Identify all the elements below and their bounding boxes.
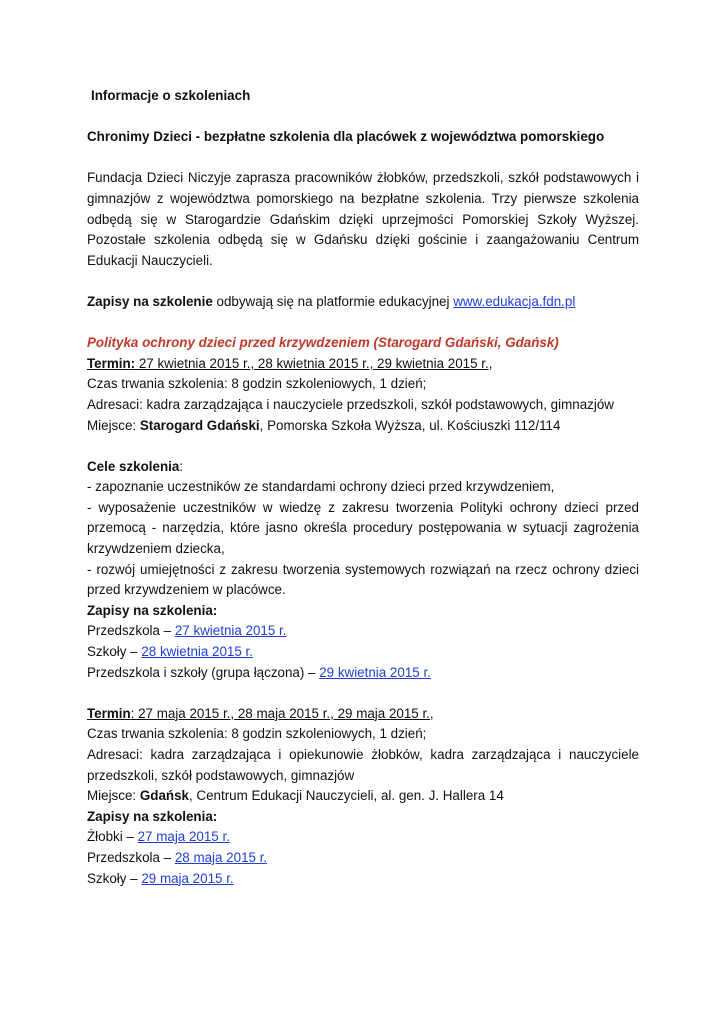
audience-line-2: Adresaci: kadra zarządzająca i opiekunowie żłobków, kadra zarządzająca i nauczyciele przedszkoli, szkół podstawowych, gimnazjów	[87, 747, 639, 783]
place-prefix-2: Miejsce:	[87, 788, 140, 804]
signup-row	[87, 848, 639, 869]
signup-row	[87, 869, 639, 890]
place-prefix-1: Miejsce:	[87, 417, 140, 433]
audience-line-1: Adresaci: kadra zarządzająca i nauczyciele przedszkoli, szkół podstawowych, gimnazjów	[87, 396, 614, 412]
intro-paragraph: Fundacja Dzieci Niczyje zaprasza pracowników żłobków, przedszkoli, szkół podstawowych i gimnazjów z województwa pomorskiego na bezpłatne szkolenia. Trzy pierwsze szkolenia odbędą się w Starogardzie Gdańskim dzięki uprzejmości Pomorskiej Szkoły Wyższej. Pozostałe szkolenia odbędą się w Gdańsku dzięki gościnie i zaangażowaniu Centrum Edukacji Nauczycieli.	[87, 170, 639, 268]
goals-colon: :	[179, 458, 184, 474]
duration-line-2: Czas trwania szkolenia: 8 godzin szkoleniowych, 1 dzień;	[87, 726, 427, 742]
place-line-1	[87, 416, 639, 437]
term-label-2: Termin	[87, 705, 131, 721]
signup-date-link[interactable]: 28 kwietnia 2015 r.	[141, 644, 253, 660]
signup-row	[87, 621, 639, 642]
goal-item: - zapoznanie uczestników ze standardami ochrony dzieci przed krzywdzeniem,	[87, 479, 555, 495]
doc-header: Informacje o szkoleniach	[91, 88, 251, 103]
signups-label-2: Zapisy na szkolenia:	[87, 808, 218, 824]
goal-item: - wyposażenie uczestników w wiedzę z zakresu tworzenia Polityki ochrony dzieci przed przemocą - narzędzia, które jasno określa procedury postępowania w sytuacji zagrożenia krzywdzeniem dziecka,	[87, 499, 639, 557]
document-page	[87, 86, 639, 889]
course-title: Polityka ochrony dzieci przed krzywdzeniem (Starogard Gdański, Gdańsk)	[87, 335, 559, 351]
signup-row-prefix: Przedszkola –	[87, 849, 175, 865]
goals-heading	[87, 457, 639, 478]
signup-text: odbywają się na platformie edukacyjnej	[212, 293, 454, 309]
signup-row-prefix: Przedszkola i szkoły (grupa łączona) –	[87, 664, 320, 680]
place-city-1: Starogard Gdański	[139, 417, 260, 433]
term-line-2	[87, 704, 639, 725]
doc-subtitle: Chronimy Dzieci - bezpłatne szkolenia dla placówek z województwa pomorskiego	[87, 129, 605, 145]
term-line-1	[87, 354, 639, 375]
signup-row-prefix: Żłobki –	[87, 829, 138, 845]
signup-row-prefix: Szkoły –	[87, 644, 142, 660]
signup-row-prefix: Szkoły –	[87, 870, 142, 886]
place-city-2: Gdańsk	[139, 788, 189, 804]
signup-date-link[interactable]: 28 maja 2015 r.	[174, 849, 268, 865]
signups-label-1: Zapisy na szkolenia:	[87, 602, 218, 618]
signup-date-link[interactable]: 27 maja 2015 r.	[137, 829, 230, 845]
term-value-2: : 27 maja 2015 r., 28 maja 2015 r., 29 maja 2015 r.,	[130, 705, 434, 721]
duration-line-1: Czas trwania szkolenia: 8 godzin szkoleniowych, 1 dzień;	[87, 376, 427, 392]
signup-date-link[interactable]: 29 kwietnia 2015 r.	[319, 664, 431, 680]
place-rest-2: , Centrum Edukacji Nauczycieli, al. gen. J. Hallera 14	[188, 788, 504, 804]
goals-label: Cele szkolenia	[87, 458, 180, 474]
signup-row-prefix: Przedszkola –	[87, 623, 175, 639]
signup-bold: Zapisy na szkolenie	[87, 293, 213, 309]
signup-paragraph	[87, 292, 639, 313]
place-rest-1: , Pomorska Szkoła Wyższa, ul. Kościuszki 112/114	[259, 417, 561, 433]
signup-row	[87, 642, 639, 663]
place-line-2	[87, 786, 639, 807]
signup-row	[87, 663, 639, 684]
signup-date-link[interactable]: 27 kwietnia 2015 r.	[174, 623, 287, 639]
term-value-1: 27 kwietnia 2015 r., 28 kwietnia 2015 r., 29 kwietnia 2015 r.,	[135, 355, 493, 371]
goal-item: - rozwój umiejętności z zakresu tworzenia systemowych rozwiązań na rzecz ochrony dzieci przed krzywdzeniem w placówce.	[87, 561, 639, 598]
term-label-1: Termin:	[87, 355, 136, 371]
signup-date-link[interactable]: 29 maja 2015 r.	[141, 870, 234, 886]
platform-link[interactable]: www.edukacja.fdn.pl	[453, 293, 576, 309]
signup-row	[87, 827, 639, 848]
